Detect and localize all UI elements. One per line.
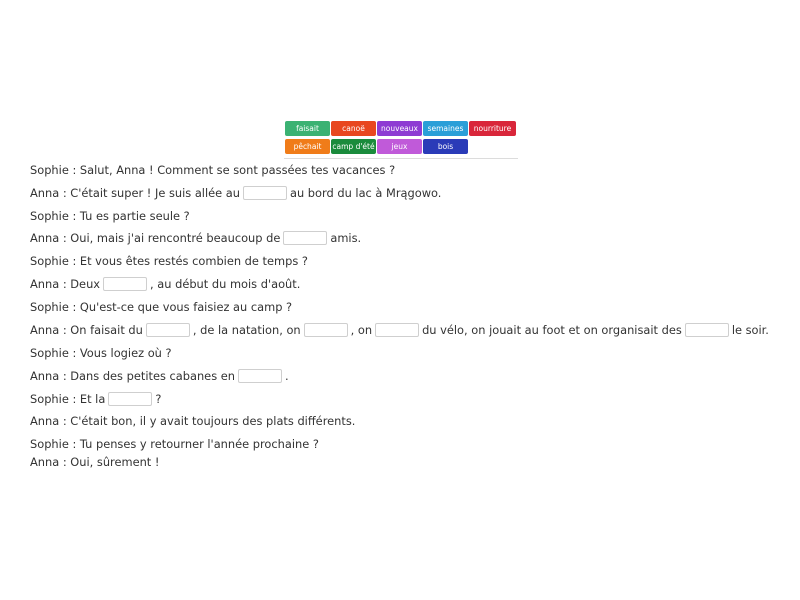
word-tile[interactable]: bois <box>423 139 468 154</box>
answer-blank[interactable] <box>108 392 152 406</box>
answer-blank[interactable] <box>103 277 147 291</box>
dialogue-line <box>30 320 769 340</box>
word-tile[interactable]: jeux <box>377 139 422 154</box>
word-tile[interactable]: camp d'été <box>331 139 376 154</box>
word-tile[interactable]: nourriture <box>469 121 516 136</box>
dialogue-text-segment: , de la natation, on <box>192 323 301 337</box>
dialogue-text-segment: Sophie : Tu es partie seule ? <box>30 209 190 223</box>
dialogue-line <box>30 251 308 271</box>
dialogue-line <box>30 389 161 409</box>
answer-blank[interactable] <box>304 323 348 337</box>
word-tile[interactable]: faisait <box>285 121 330 136</box>
dialogue-text-segment: Anna : Deux <box>30 277 101 291</box>
dialogue-line <box>30 434 319 454</box>
dialogue-line <box>30 366 289 386</box>
dialogue-text-segment: au bord du lac à Mrągowo. <box>289 186 442 200</box>
dialogue-text-segment: du vélo, on jouait au foot et on organisait des <box>422 323 682 337</box>
dialogue-line <box>30 411 355 431</box>
word-tile[interactable]: pêchait <box>285 139 330 154</box>
dialogue-text-segment: Sophie : Et vous êtes restés combien de temps ? <box>30 254 308 268</box>
dialogue-text-segment: Sophie : Vous logiez où ? <box>30 346 172 360</box>
word-tile[interactable]: semaines <box>423 121 468 136</box>
word-tile[interactable]: canoë <box>331 121 376 136</box>
answer-blank[interactable] <box>375 323 419 337</box>
dialogue-line <box>30 274 300 294</box>
dialogue-line <box>30 297 292 317</box>
dialogue-line <box>30 206 190 226</box>
dialogue-text-segment: . <box>284 369 289 383</box>
dialogue-line <box>30 343 172 363</box>
dialogue-text-segment: le soir. <box>731 323 769 337</box>
word-tile[interactable]: nouveaux <box>377 121 422 136</box>
dialogue-text-segment: Sophie : Tu penses y retourner l'année prochaine ? <box>30 437 319 451</box>
dialogue-line <box>30 228 361 248</box>
dialogue-text-segment: amis. <box>330 231 362 245</box>
dialogue-line <box>30 183 441 203</box>
dialogue-text-segment: Anna : On faisait du <box>30 323 143 337</box>
dialogue-text-segment: Sophie : Salut, Anna ! Comment se sont passées tes vacances ? <box>30 163 396 177</box>
dialogue-text-segment: Anna : Dans des petites cabanes en <box>30 369 235 383</box>
answer-blank[interactable] <box>243 186 287 200</box>
dialogue-text-segment: Sophie : Et la <box>30 392 106 406</box>
answer-blank[interactable] <box>238 369 282 383</box>
dialogue-text-segment: , on <box>350 323 373 337</box>
answer-blank[interactable] <box>685 323 729 337</box>
dialogue-text-segment: Sophie : Qu'est-ce que vous faisiez au camp ? <box>30 300 293 314</box>
dialogue-text-segment: ? <box>155 392 162 406</box>
dialogue-text-segment: Anna : C'était bon, il y avait toujours des plats différents. <box>30 414 356 428</box>
dialogue-text-segment: Anna : Oui, mais j'ai rencontré beaucoup de <box>30 231 281 245</box>
answer-blank[interactable] <box>146 323 190 337</box>
dialogue-text-segment: , au début du mois d'août. <box>150 277 301 291</box>
answer-blank[interactable] <box>283 231 327 245</box>
dialogue-text-segment: Anna : C'était super ! Je suis allée au <box>30 186 240 200</box>
dialogue-text-segment: Anna : Oui, sûrement ! <box>30 455 160 469</box>
dialogue-line <box>30 452 159 472</box>
dialogue-line <box>30 160 395 180</box>
